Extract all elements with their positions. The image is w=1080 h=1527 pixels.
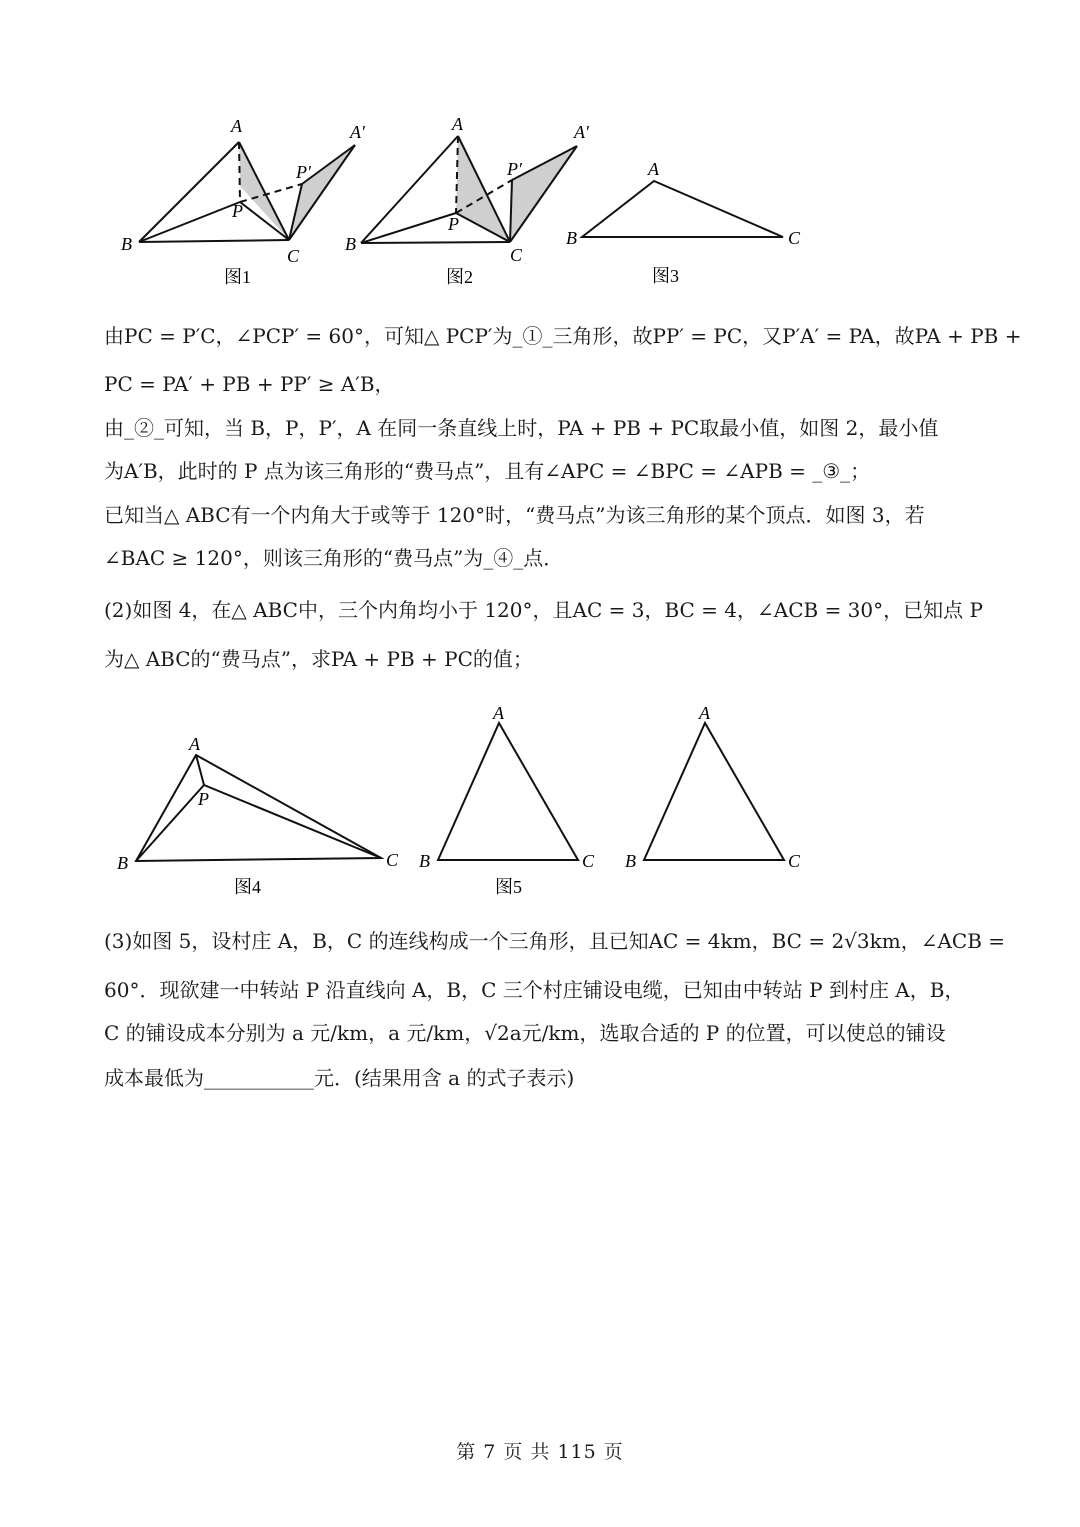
figure-4 — [136, 755, 381, 861]
page-footer: 第 7 页 共 115 页 — [456, 1441, 624, 1463]
label-p-fig4: P — [198, 789, 209, 809]
label-b-fig6: B — [625, 851, 636, 871]
label-a-prime-fig1: A′ — [350, 122, 365, 142]
label-b-fig1: B — [121, 234, 132, 254]
label-p-prime-fig1: P′ — [296, 162, 311, 182]
text-line-2: PC = PA′ + PB + PP′ ≥ A′B， — [104, 372, 395, 396]
label-a-fig5: A — [493, 703, 504, 723]
label-b-fig5: B — [419, 851, 430, 871]
figure-6 — [644, 723, 784, 860]
text-line-5: 已知当△ ABC有一个内角大于或等于 120°时，“费马点”为该三角形的某个顶点．如图 3，若 — [104, 503, 925, 527]
label-c-fig5: C — [582, 851, 595, 871]
figure-1-caption: 图1 — [224, 267, 251, 287]
figure-5 — [438, 723, 578, 860]
label-a-fig3: A — [648, 159, 659, 179]
label-a-fig2: A — [452, 114, 463, 134]
label-b-fig2: B — [345, 234, 356, 254]
label-a-prime-fig2: A′ — [574, 122, 589, 142]
label-p-fig2: P — [448, 214, 459, 234]
label-p-prime-fig2: P′ — [507, 159, 522, 179]
figure-4-caption: 图4 — [234, 877, 261, 897]
label-c-fig6: C — [788, 851, 801, 871]
label-a-fig4: A — [189, 734, 200, 754]
label-b-fig3: B — [566, 228, 577, 248]
text-line-4: 为A′B，此时的 P 点为该三角形的“费马点”，且有∠APC = ∠BPC = ∠APB = _③_； — [104, 459, 871, 483]
label-c-fig1: C — [287, 246, 300, 266]
label-p-fig1: P — [232, 201, 243, 221]
text-line-10: 60°．现欲建一中转站 P 沿直线向 A，B，C 三个村庄铺设电缆，已知由中转站 P 到村庄 A，B， — [104, 978, 965, 1002]
text-line-9: (3)如图 5，设村庄 A，B，C 的连线构成一个三角形，且已知AC = 4km，BC = 2√3km，∠ACB = — [104, 929, 1006, 953]
label-c-fig2: C — [510, 245, 523, 265]
text-line-8: 为△ ABC的“费马点”，求PA + PB + PC的值； — [104, 647, 533, 671]
figure-3-caption: 图3 — [652, 266, 679, 286]
figure-2-caption: 图2 — [446, 267, 473, 287]
figure-5-caption: 图5 — [495, 877, 522, 897]
label-b-fig4: B — [117, 853, 128, 873]
text-line-7: (2)如图 4，在△ ABC中，三个内角均小于 120°，且AC = 3，BC = 4，∠ACB = 30°，已知点 P — [104, 598, 983, 622]
label-c-fig3: C — [788, 228, 801, 248]
text-line-3: 由_②_可知，当 B，P，P′，A 在同一条直线上时，PA + PB + PC取最小值，如图 2，最小值 — [104, 416, 939, 440]
label-a-fig1: A — [231, 116, 242, 136]
text-line-1: 由PC = P′C，∠PCP′ = 60°，可知△ PCP′为_①_三角形，故PP′ = PC，又P′A′ = PA，故PA + PB + — [104, 324, 1022, 348]
text-line-12: 成本最低为___________元．(结果用含 a 的式子表示) — [104, 1066, 575, 1090]
text-line-11: C 的铺设成本分别为 a 元/km，a 元/km，√2a元/km，选取合适的 P 的位置，可以使总的铺设 — [104, 1021, 946, 1045]
text-line-6: ∠BAC ≥ 120°，则该三角形的“费马点”为_④_点． — [104, 546, 564, 570]
label-a-fig6: A — [699, 703, 710, 723]
label-c-fig4: C — [386, 850, 399, 870]
